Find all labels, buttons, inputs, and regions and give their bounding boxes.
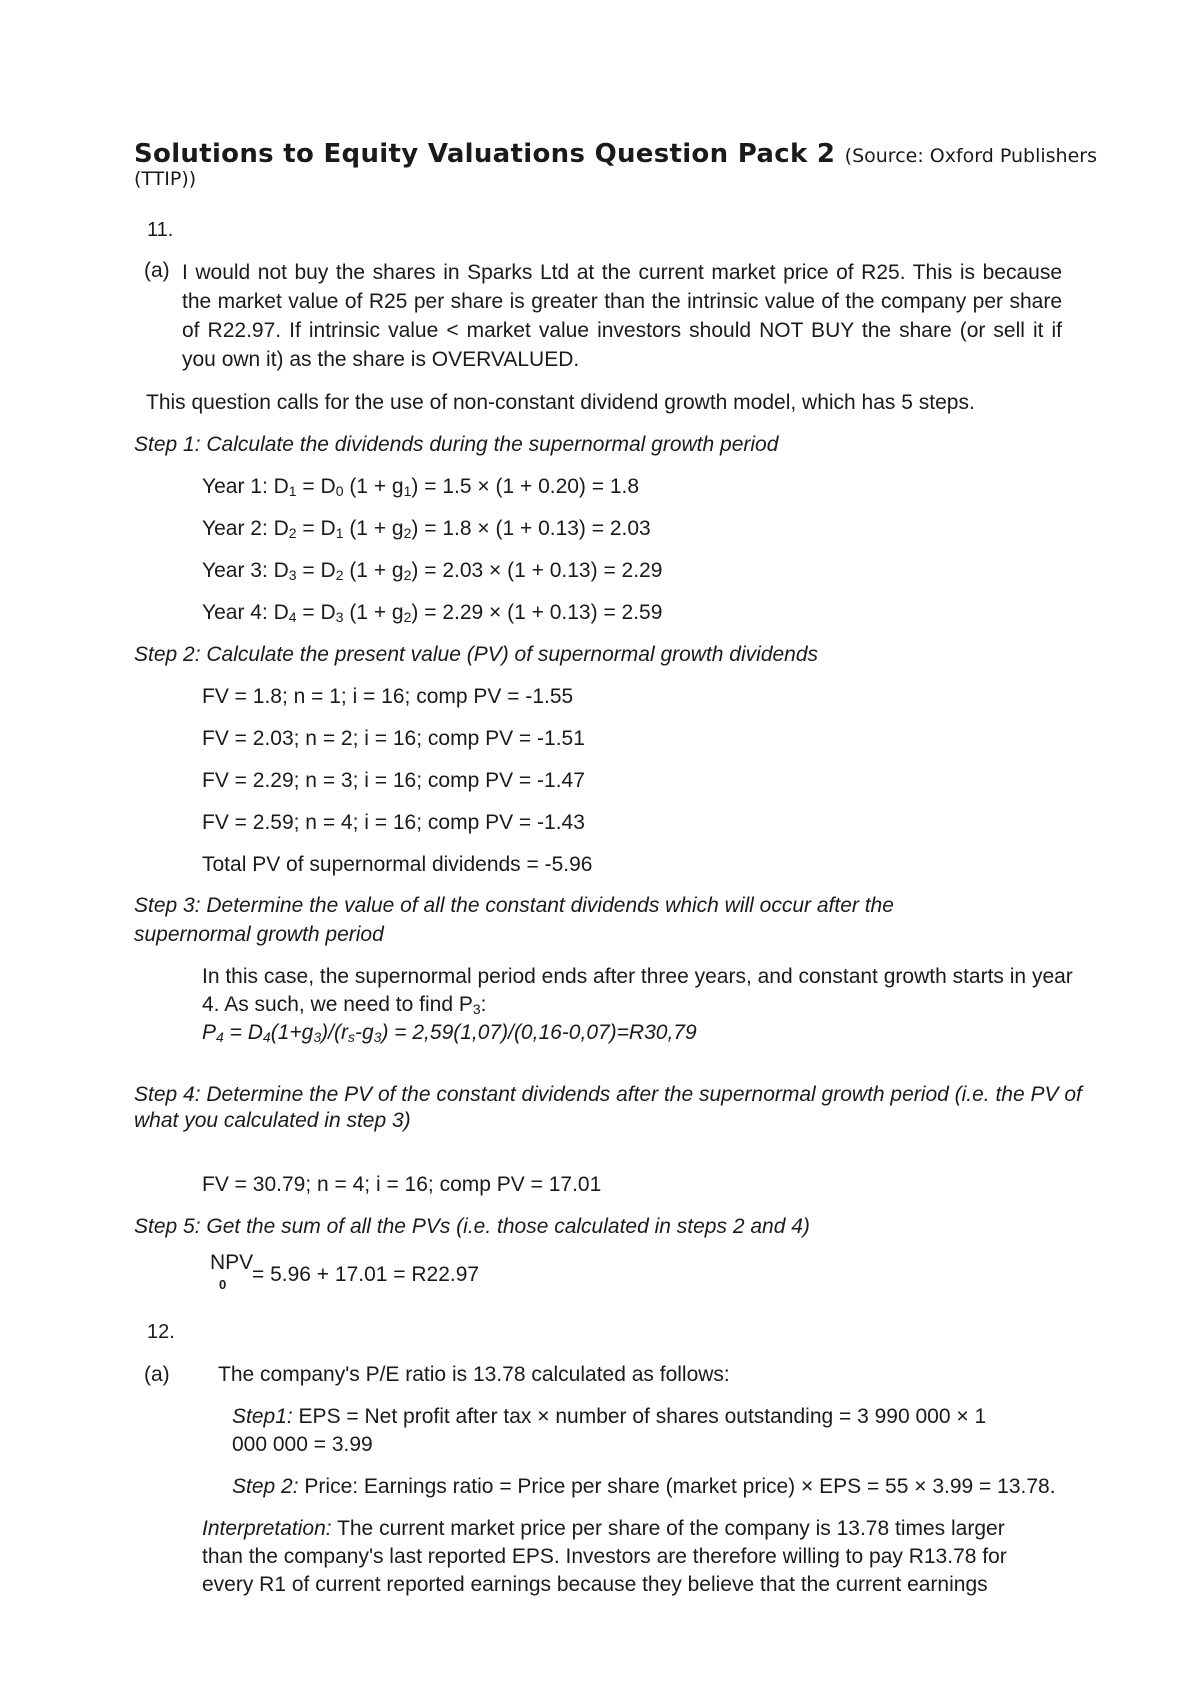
q12-step-1: Step1: EPS = Net profit after tax × number of shares outstanding = 3 990 000 × 1 <box>232 1405 987 1428</box>
title-main: Solutions to Equity Valuations Question Pack 2 <box>134 139 836 169</box>
npv-subscript: 0 <box>219 1277 227 1292</box>
step-4-heading-cont: what you calculated in step 3) <box>134 1109 411 1132</box>
q11-a-label: (a) <box>144 259 170 282</box>
step-5-heading: Step 5: Get the sum of all the PVs (i.e. those calculated in steps 2 and 4) <box>134 1215 810 1238</box>
step-1-line: Year 2: $D_2 = D_1$ $(1 + g_2) = 1.8 \times (1 + 0.13) = 2.03$ <box>202 517 651 541</box>
step-3-text: In this case, the supernormal period ends after three years, and constant growth starts in year <box>202 965 1073 988</box>
q11-intro: This question calls for the use of non-constant dividend growth model, which has 5 steps. <box>146 391 975 414</box>
question-12-number: 12. <box>147 1321 175 1343</box>
step-2-line: FV = 2.29; n = 3; i = 16; comp PV = -1.47 <box>202 769 585 792</box>
title-source: (Source: Oxford Publishers <box>844 145 1097 167</box>
step-4-line: FV = 30.79; n = 4; i = 16; comp PV = 17.01 <box>202 1173 602 1196</box>
q12-a-label: (a) <box>144 1363 170 1386</box>
step-2-line: FV = 2.03; n = 2; i = 16; comp PV = -1.51 <box>202 727 585 750</box>
page-title <box>134 138 1097 171</box>
question-11-number: 11. <box>147 219 174 241</box>
npv-value: = 5.96 + 17.01 = R22.97 <box>252 1263 480 1286</box>
q12-interpretation: Interpretation: The current market price per share of the company is 13.78 times larger <box>202 1517 1005 1540</box>
step-1-line: Year 1: $D_1 = D_0$ $(1 + g_1) = 1.5 \times (1 + 0.20) = 1.8$ <box>202 475 640 499</box>
step-2-heading: Step 2: Calculate the present value (PV) of supernormal growth dividends <box>134 643 819 666</box>
q12-step-2: Step 2: Price: Earnings ratio = Price per share (market price) × EPS = 55 × 3.99 = 13.78. <box>232 1475 1056 1498</box>
title-source-cont: (TTIP)) <box>134 168 197 190</box>
q12-interpretation-cont: every R1 of current reported earnings because they believe that the current earnings <box>202 1573 988 1596</box>
step-1-heading: Step 1: Calculate the dividends during the supernormal growth period <box>134 433 779 456</box>
step-1-line: Year 4: $D_4 = D_3$ $(1 + g_2) = 2.29 \times (1 + 0.13) = 2.59$ <box>202 601 663 625</box>
q12-interpretation-cont: than the company's last reported EPS. Investors are therefore willing to pay R13.78 for <box>202 1545 1007 1568</box>
q12-a-answer: The company's P/E ratio is 13.78 calculated as follows: <box>218 1363 730 1386</box>
step-3-formula: $P_4 = D_4(1+g_3)/(r_s-g_3) = 2,59(1,07)/(0,16-0,07)=R30,79$ <box>202 1021 697 1045</box>
step-3-heading: Step 3: Determine the value of all the constant dividends which will occur after the <box>134 894 894 917</box>
step-2-total: Total PV of supernormal dividends = -5.96 <box>202 853 593 876</box>
q11-a-answer: I would not buy the shares in Sparks Ltd at the current market price of R25. This is because the market value of R25 per share is greater than the intrinsic value of the company per share of R22.97. If intrinsic value < market value investors should NOT BUY the share (or sell it if you own it) as the share is OVERVALUED. <box>182 261 1062 371</box>
step-3-text-cont: 4. As such, we need to find $P_3$: <box>202 993 487 1017</box>
step-2-line: FV = 1.8; n = 1; i = 16; comp PV = -1.55 <box>202 685 574 708</box>
step-4-heading: Step 4: Determine the PV of the constant dividends after the supernormal growth period (i.e. the PV of <box>134 1083 1082 1106</box>
npv-label: NPV <box>210 1251 254 1274</box>
step-3-heading-cont: supernormal growth period <box>134 923 384 946</box>
q12-step-1-cont: 000 000 = 3.99 <box>232 1433 373 1456</box>
step-2-line: FV = 2.59; n = 4; i = 16; comp PV = -1.43 <box>202 811 585 834</box>
step-1-line: Year 3: $D_3 = D_2$ $(1 + g_2) = 2.03 \times (1 + 0.13) = 2.29$ <box>202 559 663 583</box>
